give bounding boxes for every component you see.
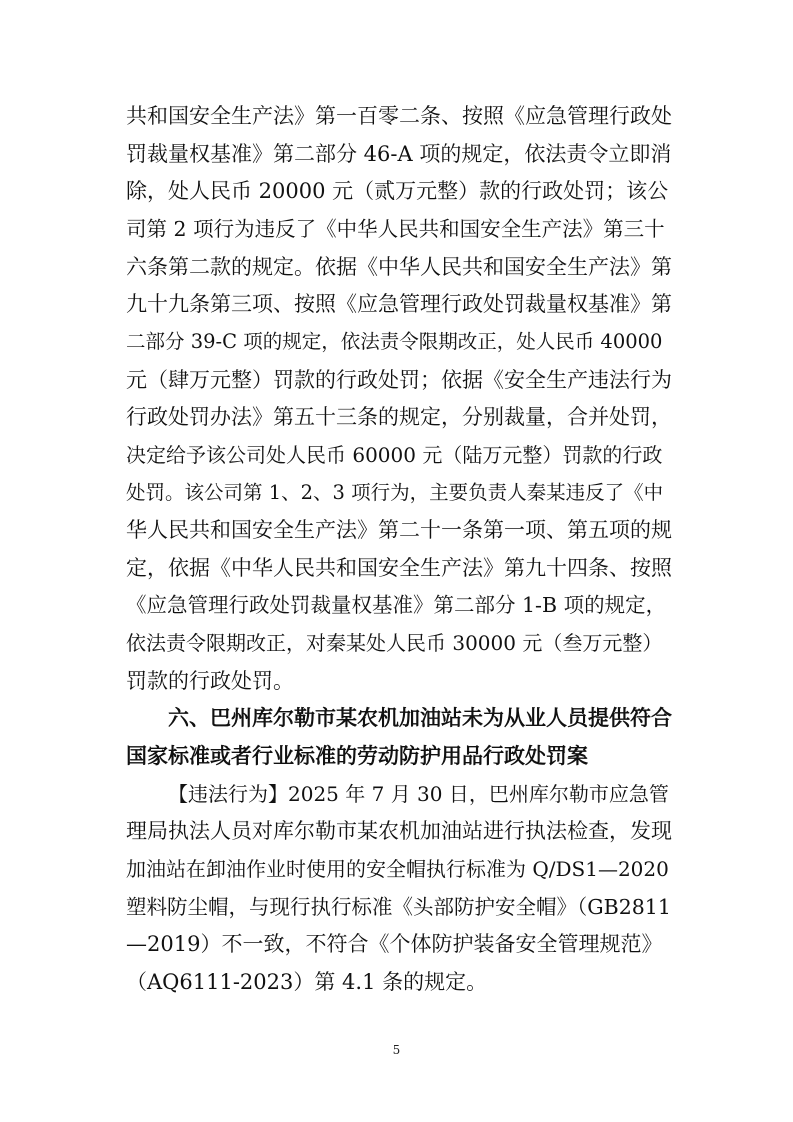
paragraph-line: 【违法行为】2025 年 7 月 30 日，巴州库尔勒市应急管	[168, 782, 669, 806]
paragraph-line: —2019）不一致，不符合《个体防护装备安全管理规范》	[126, 932, 663, 956]
paragraph-line: 行政处罚办法》第五十三条的规定，分别裁量，合并处罚，	[126, 405, 672, 429]
paragraph-line: 除，处人民币 20000 元（贰万元整）款的行政处罚；该公	[126, 179, 669, 203]
paragraph-line: 二部分 39-C 项的规定，依法责令限期改正，处人民币 40000	[126, 330, 663, 353]
paragraph-line: 元（肆万元整）罚款的行政处罚；依据《安全生产违法行为	[126, 368, 672, 392]
paragraph-line: 加油站在卸油作业时使用的安全帽执行标准为 Q/DS1—2020	[126, 857, 669, 881]
paragraph-line: 罚款的行政处罚。	[126, 669, 294, 693]
paragraph-line: 依法责令限期改正，对秦某处人民币 30000 元（叁万元整）	[126, 631, 663, 655]
page-number: 5	[392, 1043, 401, 1057]
section-heading-line: 国家标准或者行业标准的劳动防护用品行政处罚案	[126, 744, 588, 768]
paragraph-line: 罚裁量权基准》第二部分 46-A 项的规定，依法责令立即消	[126, 142, 672, 166]
paragraph-line: （AQ6111-2023）第 4.1 条的规定。	[126, 970, 488, 994]
paragraph-line: 六条第二款的规定。依据《中华人民共和国安全生产法》第	[126, 255, 672, 279]
paragraph-line: 决定给予该公司处人民币 60000 元（陆万元整）罚款的行政	[126, 443, 663, 467]
paragraph-line: 处罚。该公司第 1、2、3 项行为，主要负责人秦某违反了《中	[126, 481, 664, 504]
paragraph-line: 《应急管理行政处罚裁量权基准》第二部分 1-B 项的规定，	[126, 593, 667, 617]
paragraph-line: 华人民共和国安全生产法》第二十一条第一项、第五项的规	[126, 518, 672, 542]
paragraph-line: 九十九条第三项、按照《应急管理行政处罚裁量权基准》第	[126, 292, 672, 316]
paragraph-line: 塑料防尘帽，与现行执行标准《头部防护安全帽》（GB2811	[126, 895, 671, 919]
paragraph-line: 理局执法人员对库尔勒市某农机加油站进行执法检查，发现	[126, 819, 672, 843]
paragraph-line: 共和国安全生产法》第一百零二条、按照《应急管理行政处	[126, 104, 672, 128]
paragraph-line: 司第 2 项行为违反了《中华人民共和国安全生产法》第三十	[126, 217, 665, 241]
section-heading-line: 六、巴州库尔勒市某农机加油站未为从业人员提供符合	[168, 706, 672, 730]
paragraph-line: 定，依据《中华人民共和国安全生产法》第九十四条、按照	[126, 556, 672, 580]
